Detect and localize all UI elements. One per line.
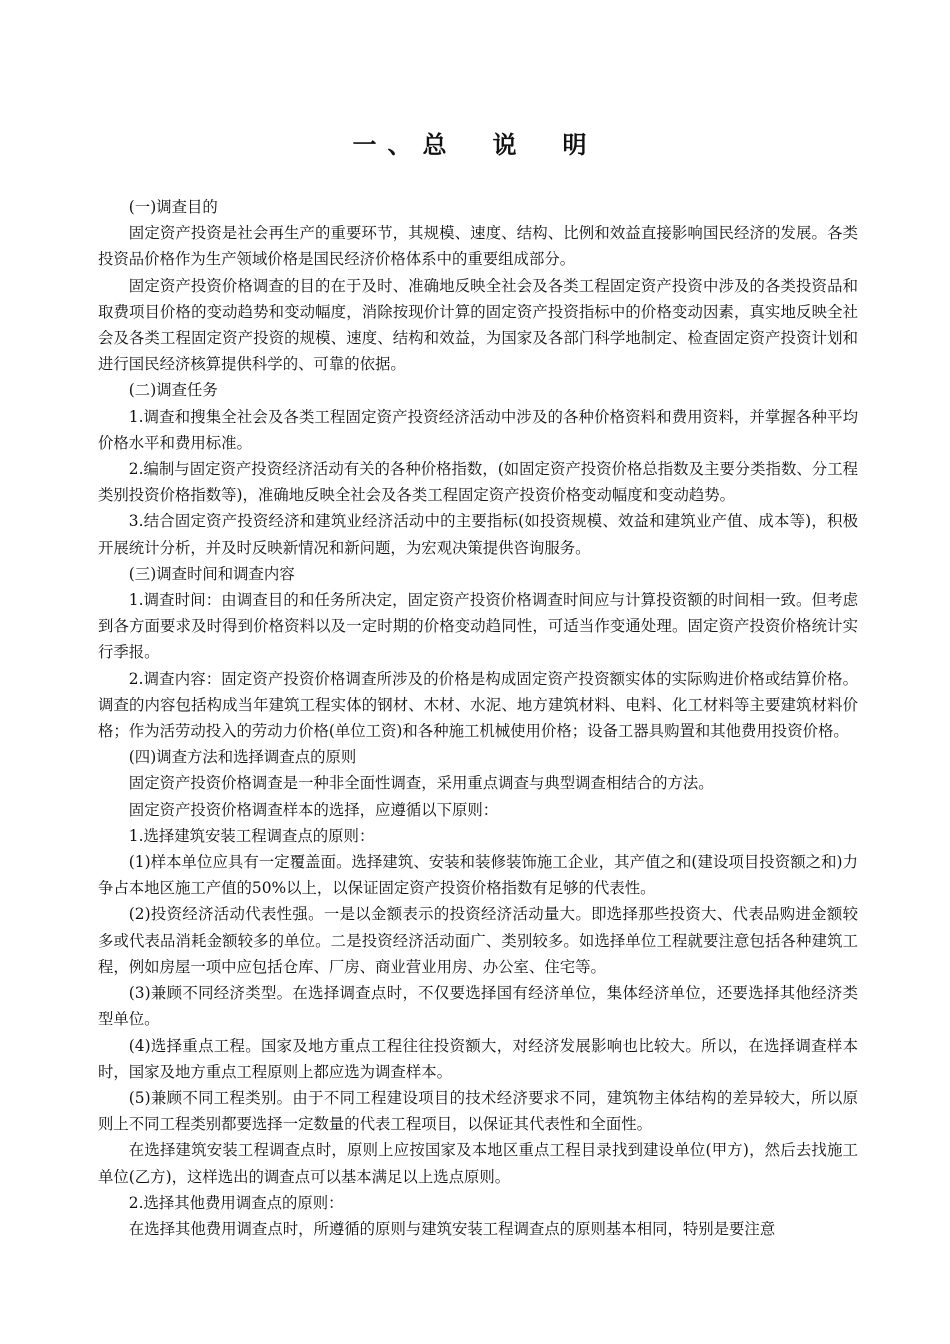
paragraph: 1.选择建筑安装工程调查点的原则： <box>128 826 375 845</box>
paragraph: 2.调查内容：固定资产投资价格调查所涉及的价格是构成固定资产投资额实体的实际购进价格或结算价格。调查的内容包括构成当年建筑工程实体的钢材、木材、水泥、地方建筑材料、电料、化工材料等主要建筑材料价格；作为活劳动投入的劳动力价格(单位工资)和各种施工机械使用价格；设备工器具购置和其他费用投资价格。 <box>98 669 858 741</box>
section-heading: (一)调查目的 <box>128 198 218 216</box>
paragraph: 固定资产投资是社会再生产的重要环节，其规模、速度、结构、比例和效益直接影响国民经济的发展。各类投资品价格作为生产领域价格是国民经济价格体系中的重要组成部分。 <box>98 224 858 269</box>
paragraph: 2.编制与固定资产投资经济活动有关的各种价格指数，(如固定资产投资价格总指数及主要分类指数、分工程类别投资价格指数等)，准确地反映全社会及各类工程固定资产投资价格变动幅度和变动趋势。 <box>98 460 858 505</box>
paragraph: 固定资产投资价格调查样本的选择，应遵循以下原则： <box>128 800 499 819</box>
section-heading: (二)调查任务 <box>128 381 218 400</box>
page-title: 一、总 说 明 <box>352 131 598 159</box>
paragraph: 3.结合固定资产投资经济和建筑业经济活动中的主要指标(如投资规模、效益和建筑业产值、成本等)，积极开展统计分析，并及时反映新情况和新问题，为宏观决策提供咨询服务。 <box>98 512 858 557</box>
paragraph: 固定资产投资价格调查是一种非全面性调查，采用重点调查与典型调查相结合的方法。 <box>128 774 714 793</box>
paragraph: (4)选择重点工程。国家及地方重点工程往往投资额大，对经济发展影响也比较大。所以，在选择调查样本时，国家及地方重点工程原则上都应选为调查样本。 <box>98 1036 858 1081</box>
section-heading: (四)调查方法和选择调查点的原则 <box>128 748 357 767</box>
paragraph: 1.调查和搜集全社会及各类工程固定资产投资经济活动中涉及的各种价格资料和费用资料，并掌握各种平均价格水平和费用标准。 <box>98 407 858 452</box>
paragraph: 1.调查时间：由调查目的和任务所决定，固定资产投资价格调查时间应与计算投资额的时间相一致。但考虑到各方面要求及时得到价格资料以及一定时期的价格变动趋同性，可适当作变通处理。固定资产投资价格统计实行季报。 <box>98 591 858 662</box>
paragraph: 在选择建筑安装工程调查点时，原则上应按国家及本地区重点工程目录找到建设单位(甲方)，然后去找施工单位(乙方)，这样选出的调查点可以基本满足以上选点原则。 <box>98 1141 858 1186</box>
paragraph: 在选择其他费用调查点时，所遵循的原则与建筑安装工程调查点的原则基本相同，特别是要注意 <box>128 1219 776 1238</box>
paragraph: 2.选择其他费用调查点的原则： <box>128 1193 344 1212</box>
paragraph: 固定资产投资价格调查的目的在于及时、准确地反映全社会及各类工程固定资产投资中涉及的各类投资品和取费项目价格的变动趋势和变动幅度，消除按现价计算的固定资产投资指标中的价格变动因素，真实地反映全社会及各类工程固定资产投资的规模、速度、结构和效益，为国家及各部门科学地制定、检查固定资产投资计划和进行国民经济核算提供科学的、可靠的依据。 <box>98 276 858 374</box>
paragraph: (2)投资经济活动代表性强。一是以金额表示的投资经济活动量大。即选择那些投资大、代表品购进金额较多或代表品消耗金额较多的单位。二是投资经济活动面广、类别较多。如选择单位工程就要注意包括各种建筑工程，例如房屋一项中应包括仓库、厂房、商业营业用房、办公室、住宅等。 <box>98 905 858 976</box>
paragraph: (5)兼顾不同工程类别。由于不同工程建设项目的技术经济要求不同，建筑物主体结构的差异较大，所以原则上不同工程类别都要选择一定数量的代表工程项目，以保证其代表性和全面性。 <box>98 1088 858 1134</box>
paragraph: (1)样本单位应具有一定覆盖面。选择建筑、安装和装修装饰施工企业，其产值之和(建设项目投资额之和)力争占本地区施工产值的50%以上，以保证固定资产投资价格指数有足够的代表性。 <box>98 853 858 898</box>
paragraph: (3)兼顾不同经济类型。在选择调查点时，不仅要选择国有经济单位，集体经济单位，还要选择其他经济类型单位。 <box>98 984 858 1029</box>
document-body <box>98 194 858 1242</box>
section-heading: (三)调查时间和调查内容 <box>128 564 295 583</box>
